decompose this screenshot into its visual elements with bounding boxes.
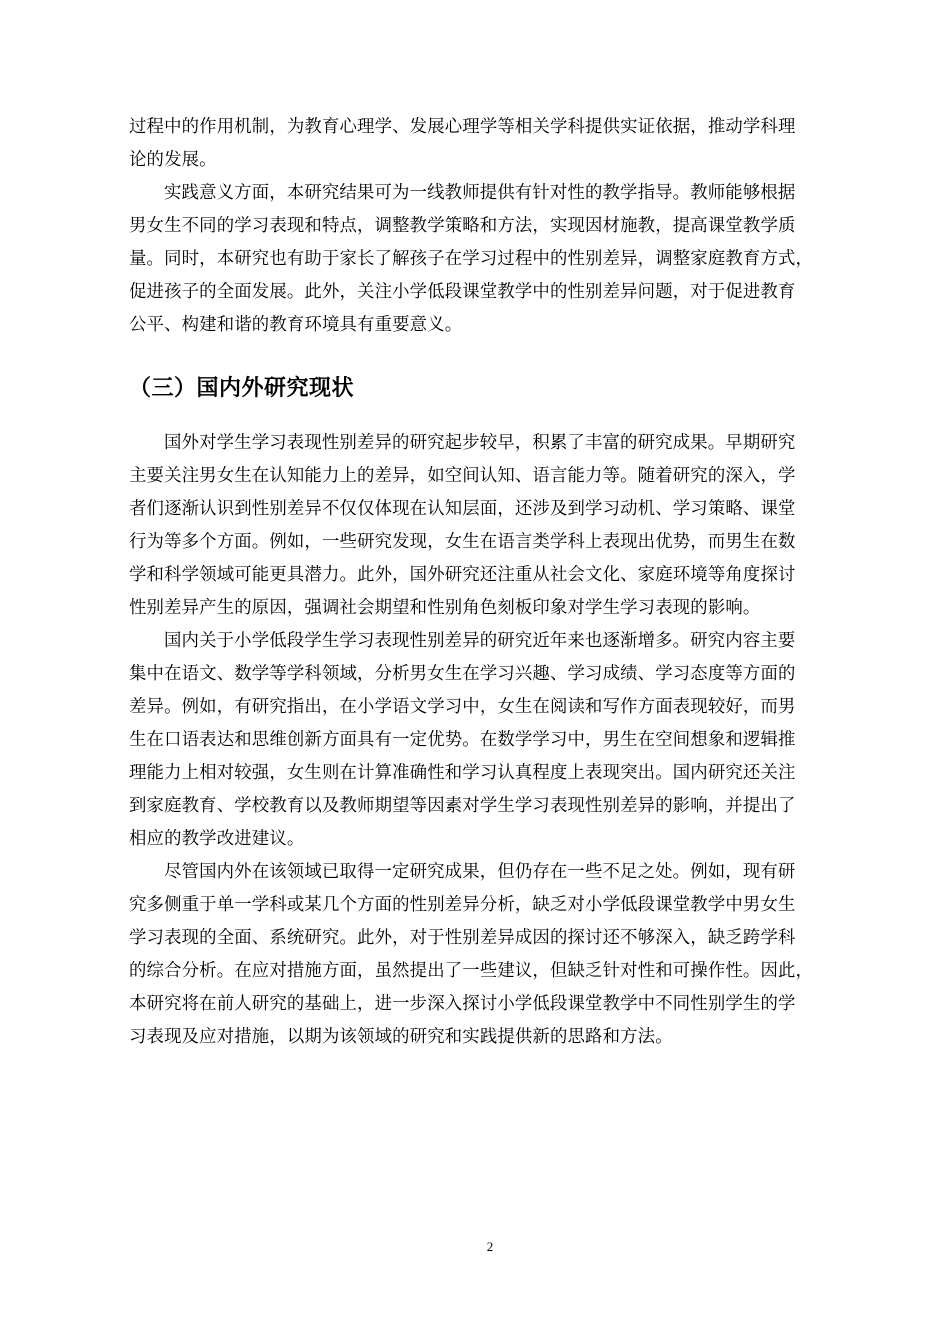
paragraph-line: 国外对学生学习表现性别差异的研究起步较早，积累了丰富的研究成果。早期研究 [164,433,796,453]
paragraph-line: 主要关注男女生在认知能力上的差异，如空间认知、语言能力等。随着研究的深入，学 [129,466,796,486]
paragraph-line: 促进孩子的全面发展。此外，关注小学低段课堂教学中的性别差异问题，对于促进教育 [129,282,796,302]
paragraph-line: 相应的教学改进建议。 [129,829,305,849]
paragraph-line: 到家庭教育、学校教育以及教师期望等因素对学生学习表现性别差异的影响，并提出了 [129,796,796,816]
paragraph-line: 学习表现的全面、系统研究。此外，对于性别差异成因的探讨还不够深入，缺乏跨学科 [129,928,796,948]
paragraph-line: 量。同时，本研究也有助于家长了解孩子在学习过程中的性别差异，调整家庭教育方式， [129,249,814,269]
paragraph-line: 过程中的作用机制，为教育心理学、发展心理学等相关学科提供实证依据，推动学科理 [129,117,796,137]
paragraph-line: 集中在语文、数学等学科领域，分析男女生在学习兴趣、学习成绩、学习态度等方面的 [129,664,796,684]
paragraph-line: 男女生不同的学习表现和特点，调整教学策略和方法，实现因材施教，提高课堂教学质 [129,216,796,236]
paragraph-line: 尽管国内外在该领域已取得一定研究成果，但仍存在一些不足之处。例如，现有研 [164,862,796,882]
section-heading: （三）国内外研究现状 [129,376,355,401]
paragraph-line: 实践意义方面，本研究结果可为一线教师提供有针对性的教学指导。教师能够根据 [164,183,796,203]
paragraph-line: 学和科学领域可能更具潜力。此外，国外研究还注重从社会文化、家庭环境等角度探讨 [129,565,796,585]
paragraph-line: 论的发展。 [129,150,217,170]
paragraph-line: 本研究将在前人研究的基础上，进一步深入探讨小学低段课堂教学中不同性别学生的学 [129,994,796,1014]
paragraph-line: 差异。例如，有研究指出，在小学语文学习中，女生在阅读和写作方面表现较好，而男 [129,697,796,717]
paragraph-line: 理能力上相对较强，女生则在计算准确性和学习认真程度上表现突出。国内研究还关注 [129,763,796,783]
paragraph-line: 生在口语表达和思维创新方面具有一定优势。在数学学习中，男生在空间想象和逻辑推 [129,730,796,750]
paragraph-line: 公平、构建和谐的教育环境具有重要意义。 [129,315,463,335]
paragraph-line: 国内关于小学低段学生学习表现性别差异的研究近年来也逐渐增多。研究内容主要 [164,631,796,651]
paragraph-line: 者们逐渐认识到性别差异不仅仅体现在认知层面，还涉及到学习动机、学习策略、课堂 [129,499,796,519]
paragraph-line: 习表现及应对措施，以期为该领域的研究和实践提供新的思路和方法。 [129,1027,673,1047]
page-number: 2 [486,1239,494,1254]
paragraph-line: 究多侧重于单一学科或某几个方面的性别差异分析，缺乏对小学低段课堂教学中男女生 [129,895,796,915]
paragraph-line: 的综合分析。在应对措施方面，虽然提出了一些建议，但缺乏针对性和可操作性。因此， [129,961,814,981]
paragraph-line: 行为等多个方面。例如，一些研究发现，女生在语言类学科上表现出优势，而男生在数 [129,532,796,552]
paragraph-line: 性别差异产生的原因，强调社会期望和性别角色刻板印象对学生学习表现的影响。 [129,598,761,618]
